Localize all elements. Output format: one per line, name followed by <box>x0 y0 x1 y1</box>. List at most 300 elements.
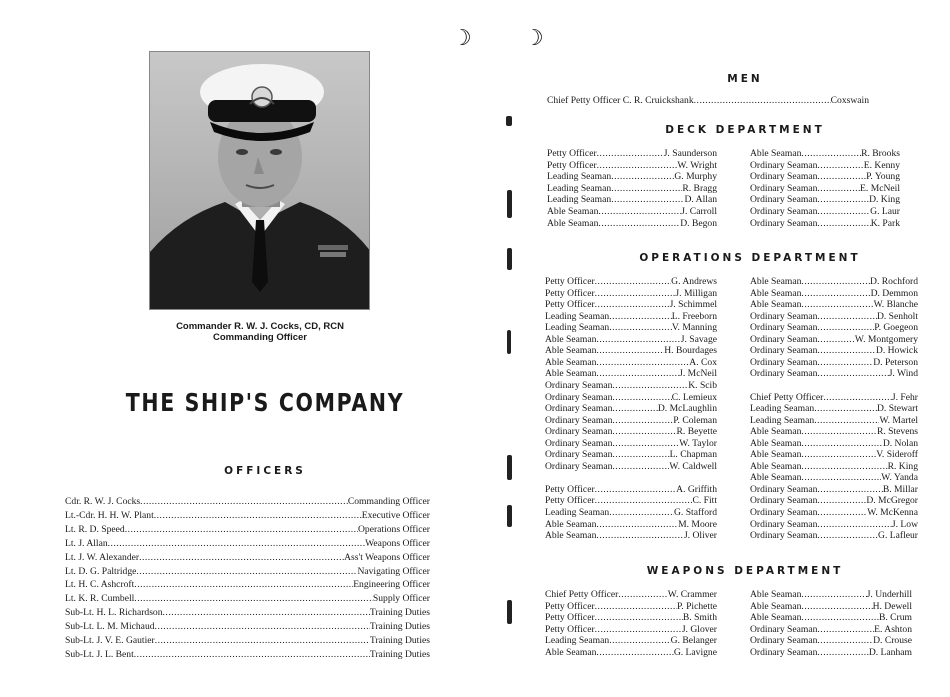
entry-value: M. Moore <box>678 518 717 530</box>
entry-label: Leading Seaman <box>547 194 612 206</box>
leader-dots <box>596 647 673 659</box>
entry-value: D. Lanham <box>868 647 912 658</box>
leader-dots <box>817 194 869 206</box>
entry-label: Chief Petty Officer <box>545 589 619 600</box>
crew-row <box>545 357 717 369</box>
entry-value: B. Smith <box>682 612 717 624</box>
leader-dots <box>612 392 671 404</box>
leader-dots <box>801 438 882 450</box>
entry-label: Able Seaman <box>750 287 802 299</box>
crew-row <box>750 484 918 496</box>
entry-label: Petty Officer <box>545 276 595 287</box>
entry-label: Able Seaman <box>750 437 802 449</box>
leader-dots <box>817 368 888 380</box>
officer-row <box>65 635 430 647</box>
entry-label: Lt. J. Allan <box>65 537 108 549</box>
entry-label: Able Seaman <box>750 589 802 600</box>
entry-label: Ordinary Seaman <box>545 449 613 461</box>
portrait-caption-name: Commander R. W. J. Cocks, CD, RCN <box>176 321 344 332</box>
leader-dots <box>609 322 672 334</box>
binding-hole-mark <box>507 248 512 270</box>
crew-row <box>750 276 918 288</box>
leader-dots <box>817 171 866 183</box>
leader-dots <box>817 206 870 218</box>
entry-value: J. Savage <box>680 333 717 345</box>
leader-dots <box>618 589 667 601</box>
crew-row <box>750 218 900 230</box>
crew-row <box>750 635 912 647</box>
crew-row <box>545 403 717 415</box>
crew-row <box>750 449 918 461</box>
leader-dots <box>801 601 872 613</box>
entry-value: D. Stewart <box>876 403 918 415</box>
entry-value: G. Andrews <box>671 276 717 287</box>
crew-row <box>750 334 918 346</box>
entry-label: Sub-Lt. J. V. E. Gautier <box>65 635 155 646</box>
entry-label: Able Seaman <box>750 148 802 159</box>
crew-row <box>545 612 717 624</box>
entry-value: R. Beyette <box>676 426 717 438</box>
entry-label: Able Seaman <box>547 206 599 217</box>
leader-dots <box>817 311 877 323</box>
entry-value: J. Schimmel <box>669 299 717 311</box>
entry-value: D. Begon <box>680 217 717 229</box>
leader-dots <box>595 276 672 288</box>
crew-row <box>545 322 717 334</box>
entry-label: Ordinary Seaman <box>750 495 818 507</box>
leader-dots <box>694 95 831 107</box>
entry-label: Ordinary Seaman <box>750 310 818 322</box>
officer-row <box>65 538 430 550</box>
entry-value: C. Fitt <box>692 495 717 507</box>
leader-dots <box>817 647 868 659</box>
entry-value: H. Dewell <box>872 600 912 612</box>
officer-row <box>65 496 430 508</box>
crew-row <box>750 345 918 357</box>
leader-dots <box>801 299 873 311</box>
crew-row <box>750 507 918 519</box>
entry-label: Ordinary Seaman <box>545 437 613 449</box>
entry-label: Ordinary Seaman <box>545 379 613 391</box>
crew-row <box>545 449 717 461</box>
officer-row <box>65 607 430 619</box>
leader-dots <box>817 530 878 542</box>
coxswain-role: Coxswain <box>830 95 869 106</box>
leader-dots <box>817 160 863 172</box>
entry-value: D. Nolan <box>882 437 918 449</box>
crew-row <box>750 519 918 531</box>
leader-dots <box>612 426 676 438</box>
entry-label: Able Seaman <box>545 530 597 542</box>
entry-label: Petty Officer <box>547 148 597 159</box>
entry-value: W. Wright <box>677 159 717 171</box>
entry-label: Able Seaman <box>750 612 802 624</box>
leader-dots <box>597 160 678 172</box>
entry-value: G. Murphy <box>674 171 717 183</box>
entry-value: W. Yanda <box>881 472 918 484</box>
leader-dots <box>609 635 670 647</box>
crew-row <box>547 194 717 206</box>
crew-row <box>750 438 918 450</box>
leader-dots <box>823 392 892 404</box>
binding-hole-mark <box>507 505 512 527</box>
crew-row <box>750 160 900 172</box>
entry-value: D. McLaughlin <box>657 403 717 415</box>
binding-hole-mark <box>507 455 512 480</box>
officer-row <box>65 510 430 522</box>
crew-row <box>545 647 717 659</box>
entry-value: G. Laur <box>870 206 900 217</box>
leader-dots <box>817 357 873 369</box>
entry-value: D. Howick <box>875 345 918 357</box>
entry-value: W. McKenna <box>867 507 918 518</box>
crew-row <box>545 288 717 300</box>
entry-label: Sub-Lt. L. M. Michaud <box>65 621 155 633</box>
entry-value: E. Kenny <box>863 159 900 171</box>
leader-dots <box>609 507 674 519</box>
leader-dots <box>801 612 879 624</box>
entry-label: Ordinary Seaman <box>750 206 818 217</box>
entry-label: Ordinary Seaman <box>750 159 818 171</box>
entry-label: Ordinary Seaman <box>750 635 818 647</box>
portrait-illustration <box>150 52 370 310</box>
entry-value: Executive Officer <box>361 509 430 521</box>
entry-value: A. Griffith <box>676 483 717 495</box>
entry-label: Ordinary Seaman <box>545 391 613 403</box>
entry-label: Ordinary Seaman <box>750 217 818 229</box>
officer-row <box>65 524 430 536</box>
entry-label: Petty Officer <box>545 287 595 299</box>
crew-row <box>545 299 717 311</box>
entry-value: B. Millar <box>882 483 918 495</box>
leader-dots <box>596 530 684 542</box>
leader-dots <box>801 426 877 438</box>
leader-dots <box>598 218 680 230</box>
crew-row <box>545 635 717 647</box>
binding-hole-mark <box>507 190 512 218</box>
entry-label: Lt.-Cdr. H. H. W. Plant <box>65 509 154 521</box>
entry-label: Ordinary Seaman <box>750 182 818 194</box>
leader-dots <box>801 449 876 461</box>
entry-value: P. Goegeon <box>874 322 918 334</box>
leader-dots <box>595 601 677 613</box>
entry-value: P. Coleman <box>673 414 717 426</box>
crew-row <box>750 206 900 218</box>
entry-value: J. Wind <box>888 368 918 380</box>
crew-row <box>750 194 900 206</box>
entry-label: Leading Seaman <box>545 635 610 647</box>
leader-dots <box>163 607 370 619</box>
entry-label: Leading Seaman <box>547 171 612 183</box>
entry-label: Petty Officer <box>545 623 595 635</box>
entry-label: Leading Seaman <box>547 182 612 194</box>
crew-row <box>750 288 918 300</box>
officer-row <box>65 552 430 564</box>
entry-label: Ordinary Seaman <box>750 647 818 658</box>
crew-row <box>750 612 912 624</box>
entry-label: Able Seaman <box>750 426 802 438</box>
entry-label: Ordinary Seaman <box>750 368 818 380</box>
coxswain-name: Chief Petty Officer C. R. Cruickshank <box>547 95 694 106</box>
entry-label: Leading Seaman <box>545 322 610 334</box>
officer-row <box>65 579 430 591</box>
entry-value: W. Montgomery <box>854 333 918 345</box>
binding-hole-mark <box>506 116 512 126</box>
leader-dots <box>595 612 683 624</box>
entry-value: R. Brooks <box>861 148 900 159</box>
entry-label: Able Seaman <box>750 472 802 484</box>
crew-row <box>750 392 918 404</box>
entry-value: D. Allan <box>684 194 717 206</box>
entry-value: R. Stevens <box>876 426 918 438</box>
entry-label: Chief Petty Officer <box>750 391 824 403</box>
leader-dots <box>801 276 870 288</box>
entry-value: W. Crammer <box>667 589 717 600</box>
crew-row <box>750 624 912 636</box>
leader-dots <box>596 357 689 369</box>
binding-hole-mark <box>507 330 511 354</box>
leader-dots <box>612 415 673 427</box>
leader-dots <box>611 171 674 183</box>
entry-value: V. Sideroff <box>876 449 918 461</box>
crew-row <box>750 426 918 438</box>
entry-value: Training Duties <box>369 635 430 646</box>
coxswain-row <box>547 95 869 107</box>
leader-dots <box>817 635 873 647</box>
entry-label: Able Seaman <box>750 600 802 612</box>
entry-label: Ordinary Seaman <box>750 194 818 206</box>
entry-label: Sub-Lt. H. L. Richardson <box>65 607 163 619</box>
entry-value: L. Freeborn <box>671 310 717 322</box>
entry-value: J. McNeil <box>679 368 717 380</box>
commander-portrait <box>149 51 370 310</box>
crew-row <box>545 530 717 542</box>
entry-value: J. Carroll <box>681 206 717 217</box>
crew-row <box>750 311 918 323</box>
crew-row <box>545 415 717 427</box>
leader-dots <box>596 368 679 380</box>
entry-label: Able Seaman <box>545 333 597 345</box>
entry-value: D. Crouse <box>873 635 912 647</box>
leader-dots <box>598 206 681 218</box>
entry-label: Able Seaman <box>545 647 597 658</box>
entry-value: J. Saunderson <box>663 148 717 159</box>
crew-row <box>750 461 918 473</box>
entry-value: W. Martel <box>879 414 918 426</box>
entry-value: D. McGregor <box>866 495 918 507</box>
leader-dots <box>817 334 855 346</box>
leader-dots <box>595 288 676 300</box>
entry-value: E. Ashton <box>874 623 912 635</box>
crew-row <box>545 495 717 507</box>
entry-label: Able Seaman <box>545 518 597 530</box>
entry-value: V. Manning <box>671 322 717 334</box>
entry-label: Able Seaman <box>750 299 802 311</box>
leader-dots <box>108 538 366 550</box>
crew-row <box>547 183 717 195</box>
entry-value: B. Crum <box>878 612 912 624</box>
portrait-caption-title: Commanding Officer <box>213 332 307 343</box>
entry-label: Ordinary Seaman <box>750 333 818 345</box>
leader-dots <box>611 194 684 206</box>
crew-row <box>545 438 717 450</box>
entry-value: Navigating Officer <box>357 565 430 577</box>
crew-row <box>545 276 717 288</box>
entry-value: J. Low <box>891 518 918 530</box>
entry-label: Ordinary Seaman <box>750 345 818 357</box>
crescent-mark-icon: ☽ <box>452 26 472 51</box>
leader-dots <box>612 438 679 450</box>
crew-row <box>750 601 912 613</box>
entry-value: D. Senholt <box>876 310 918 322</box>
entry-label: Ordinary Seaman <box>545 460 613 472</box>
entry-value: W. Caldwell <box>669 460 717 472</box>
crew-row <box>547 218 717 230</box>
entry-label: Leading Seaman <box>750 414 815 426</box>
crew-row <box>750 589 912 601</box>
entry-label: Petty Officer <box>545 495 595 507</box>
leader-dots <box>801 148 861 160</box>
crew-row <box>750 647 912 659</box>
crew-row <box>545 392 717 404</box>
officer-row <box>65 593 430 605</box>
leader-dots <box>596 334 680 346</box>
crew-row <box>545 380 717 392</box>
crew-row <box>750 403 918 415</box>
crew-row <box>750 183 900 195</box>
entry-value: J. Oliver <box>683 530 717 542</box>
entry-value: W. Taylor <box>679 437 717 449</box>
entry-label: Cdr. R. W. J. Cocks <box>65 496 141 507</box>
operations-department-heading: OPERATIONS DEPARTMENT <box>639 252 861 264</box>
entry-label: Lt. K. R. Cumbell <box>65 593 135 605</box>
entry-value: R. King <box>887 460 918 472</box>
entry-value: G. Belanger <box>670 635 717 647</box>
entry-value: D. King <box>869 194 900 206</box>
entry-label: Able Seaman <box>545 368 597 380</box>
leader-dots <box>801 288 870 300</box>
entry-value: J. Milligan <box>675 287 717 299</box>
leader-dots <box>134 649 370 661</box>
crew-row <box>547 148 717 160</box>
entry-value: Training Duties <box>369 621 430 633</box>
entry-label: Ordinary Seaman <box>750 171 818 183</box>
leader-dots <box>595 299 670 311</box>
entry-value: Engineering Officer <box>353 579 430 591</box>
leader-dots <box>595 624 682 636</box>
entry-label: Able Seaman <box>545 356 597 368</box>
leader-dots <box>817 218 870 230</box>
entry-value: K. Scib <box>688 379 717 391</box>
leader-dots <box>817 345 875 357</box>
entry-label: Ordinary Seaman <box>750 530 818 542</box>
leader-dots <box>817 322 874 334</box>
binding-hole-mark <box>507 600 512 624</box>
entry-value: A. Cox <box>689 356 717 368</box>
entry-label: Petty Officer <box>545 612 595 624</box>
leader-dots <box>801 472 881 484</box>
crew-row <box>750 495 918 507</box>
entry-value: Ass't Weapons Officer <box>344 551 430 563</box>
leader-dots <box>817 624 874 636</box>
leader-dots <box>611 183 682 195</box>
entry-label: Able Seaman <box>547 217 599 229</box>
entry-label: Ordinary Seaman <box>750 356 818 368</box>
leader-dots <box>817 507 867 519</box>
entry-label: Able Seaman <box>750 449 802 461</box>
officer-row <box>65 649 430 661</box>
crew-row <box>545 507 717 519</box>
entry-label: Leading Seaman <box>750 403 815 415</box>
leader-dots <box>155 621 370 633</box>
leader-dots <box>612 380 688 392</box>
entry-label: Able Seaman <box>545 345 597 357</box>
crew-row <box>750 415 918 427</box>
entry-label: Lt. H. C. Ashcroft <box>65 579 135 591</box>
entry-label: Sub-Lt. J. L. Bent <box>65 648 134 660</box>
entry-label: Ordinary Seaman <box>750 518 818 530</box>
crew-row <box>545 461 717 473</box>
crescent-mark-icon: ☽ <box>524 26 544 51</box>
entry-label: Lt. D. G. Paltridge <box>65 565 137 577</box>
entry-label: Petty Officer <box>547 159 597 171</box>
weapons-department-heading: WEAPONS DEPARTMENT <box>646 565 844 577</box>
entry-value: P. Pichette <box>677 600 717 612</box>
crew-row <box>750 322 918 334</box>
entry-value: Commanding Officer <box>347 496 430 507</box>
leader-dots <box>595 495 693 507</box>
crew-row <box>750 171 900 183</box>
entry-value: L. Chapman <box>669 449 717 461</box>
entry-value: W. Blanche <box>873 299 918 311</box>
leader-dots <box>595 484 676 496</box>
entry-label: Lt. J. W. Alexander <box>65 551 140 563</box>
crew-row <box>750 368 918 380</box>
entry-label: Able Seaman <box>750 460 802 472</box>
deck-department-heading: DECK DEPARTMENT <box>665 124 825 136</box>
entry-label: Ordinary Seaman <box>750 623 818 635</box>
crew-row <box>750 299 918 311</box>
entry-value: Training Duties <box>369 648 430 660</box>
leader-dots <box>801 589 866 601</box>
leader-dots <box>596 345 664 357</box>
entry-value: Supply Officer <box>372 593 430 605</box>
entry-value: G. Lavigne <box>673 647 717 658</box>
right-page <box>475 0 950 697</box>
leader-dots <box>134 593 373 605</box>
leader-dots <box>817 519 891 531</box>
leader-dots <box>817 484 882 496</box>
entry-label: Petty Officer <box>545 483 595 495</box>
crew-row <box>545 624 717 636</box>
crew-row <box>545 368 717 380</box>
leader-dots <box>596 519 678 531</box>
entry-value: D. Peterson <box>873 356 918 368</box>
entry-value: D. Rochford <box>870 276 918 287</box>
entry-value: Training Duties <box>369 607 430 619</box>
crew-row <box>547 160 717 172</box>
crew-row <box>545 519 717 531</box>
entry-value: J. Glover <box>681 623 717 635</box>
entry-label: Petty Officer <box>545 600 595 612</box>
entry-value: Operations Officer <box>357 523 430 535</box>
crew-row <box>750 148 900 160</box>
leader-dots <box>801 461 887 473</box>
leader-dots <box>612 449 669 461</box>
crew-row <box>547 171 717 183</box>
entry-value: G. Stafford <box>674 507 717 518</box>
leader-dots <box>612 461 669 473</box>
